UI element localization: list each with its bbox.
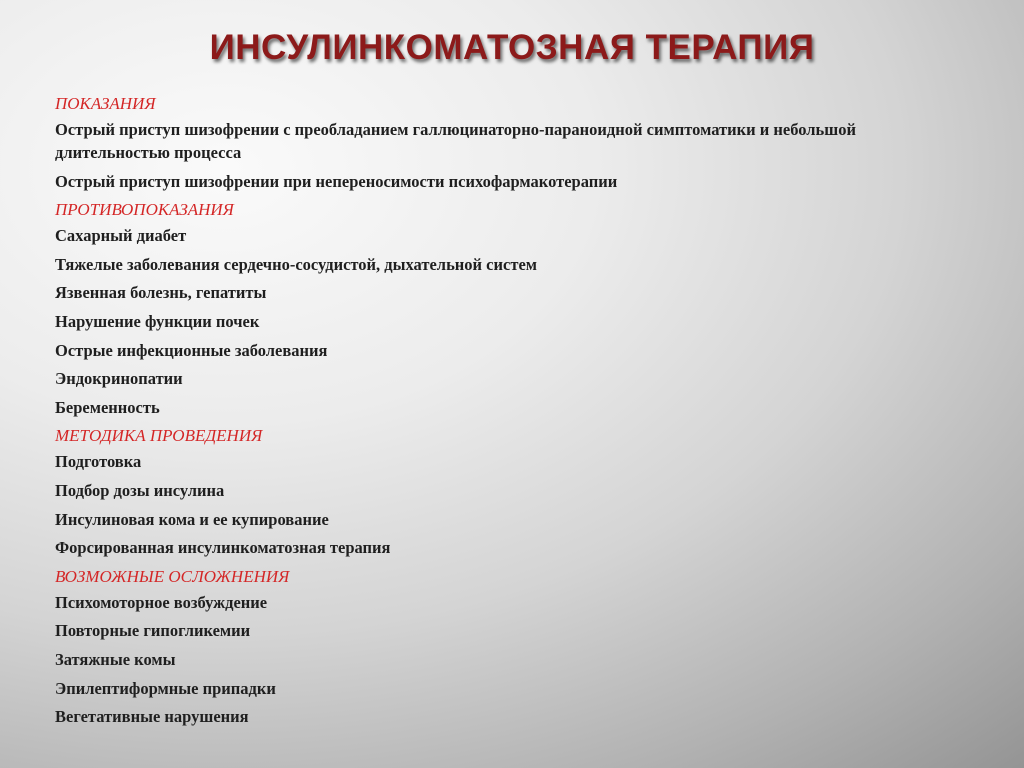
list-item: Подбор дозы инсулина [55, 480, 225, 500]
list-item: Острый приступ шизофрении при непереносимости психофармакотерапии [55, 171, 618, 191]
list-item: Повторные гипогликемии [55, 621, 251, 641]
section-heading-indications: ПОКАЗАНИЯ [55, 94, 156, 113]
list-item: Психомоторное возбуждение [55, 592, 268, 612]
list-item: Сахарный диабет [55, 226, 187, 246]
list-item: Острый приступ шизофрении с преобладанием галлюцинаторно-параноидной симптоматики и небольшой длительностью процесса [55, 120, 856, 162]
list-item: Острые инфекционные заболевания [55, 340, 328, 360]
section-heading-contraindications: ПРОТИВОПОКАЗАНИЯ [55, 200, 234, 220]
section-heading-methodology: МЕТОДИКА ПРОВЕДЕНИЯ [55, 426, 263, 446]
list-item: Беременность [55, 397, 160, 417]
list-item: Подготовка [55, 452, 142, 472]
list-item: Затяжные комы [55, 649, 176, 669]
list-item: Нарушение функции почек [55, 311, 260, 331]
list-item: Инсулиновая кома и ее купирование [55, 509, 329, 529]
section-heading-complications: ВОЗМОЖНЫЕ ОСЛОЖНЕНИЯ [55, 566, 290, 586]
list-item: Тяжелые заболевания сердечно-сосудистой, дыхательной систем [55, 254, 538, 274]
slide-content [55, 90, 955, 734]
list-item: Форсированная инсулинкоматозная терапия [55, 538, 391, 558]
slide-title: ИНСУЛИНКОМАТОЗНАЯ ТЕРАПИЯ [209, 28, 815, 67]
list-item: Вегетативные нарушения [55, 707, 249, 727]
list-item: Эндокринопатии [55, 369, 183, 389]
list-item: Язвенная болезнь, гепатиты [55, 283, 267, 303]
list-item: Эпилептиформные припадки [55, 678, 276, 698]
